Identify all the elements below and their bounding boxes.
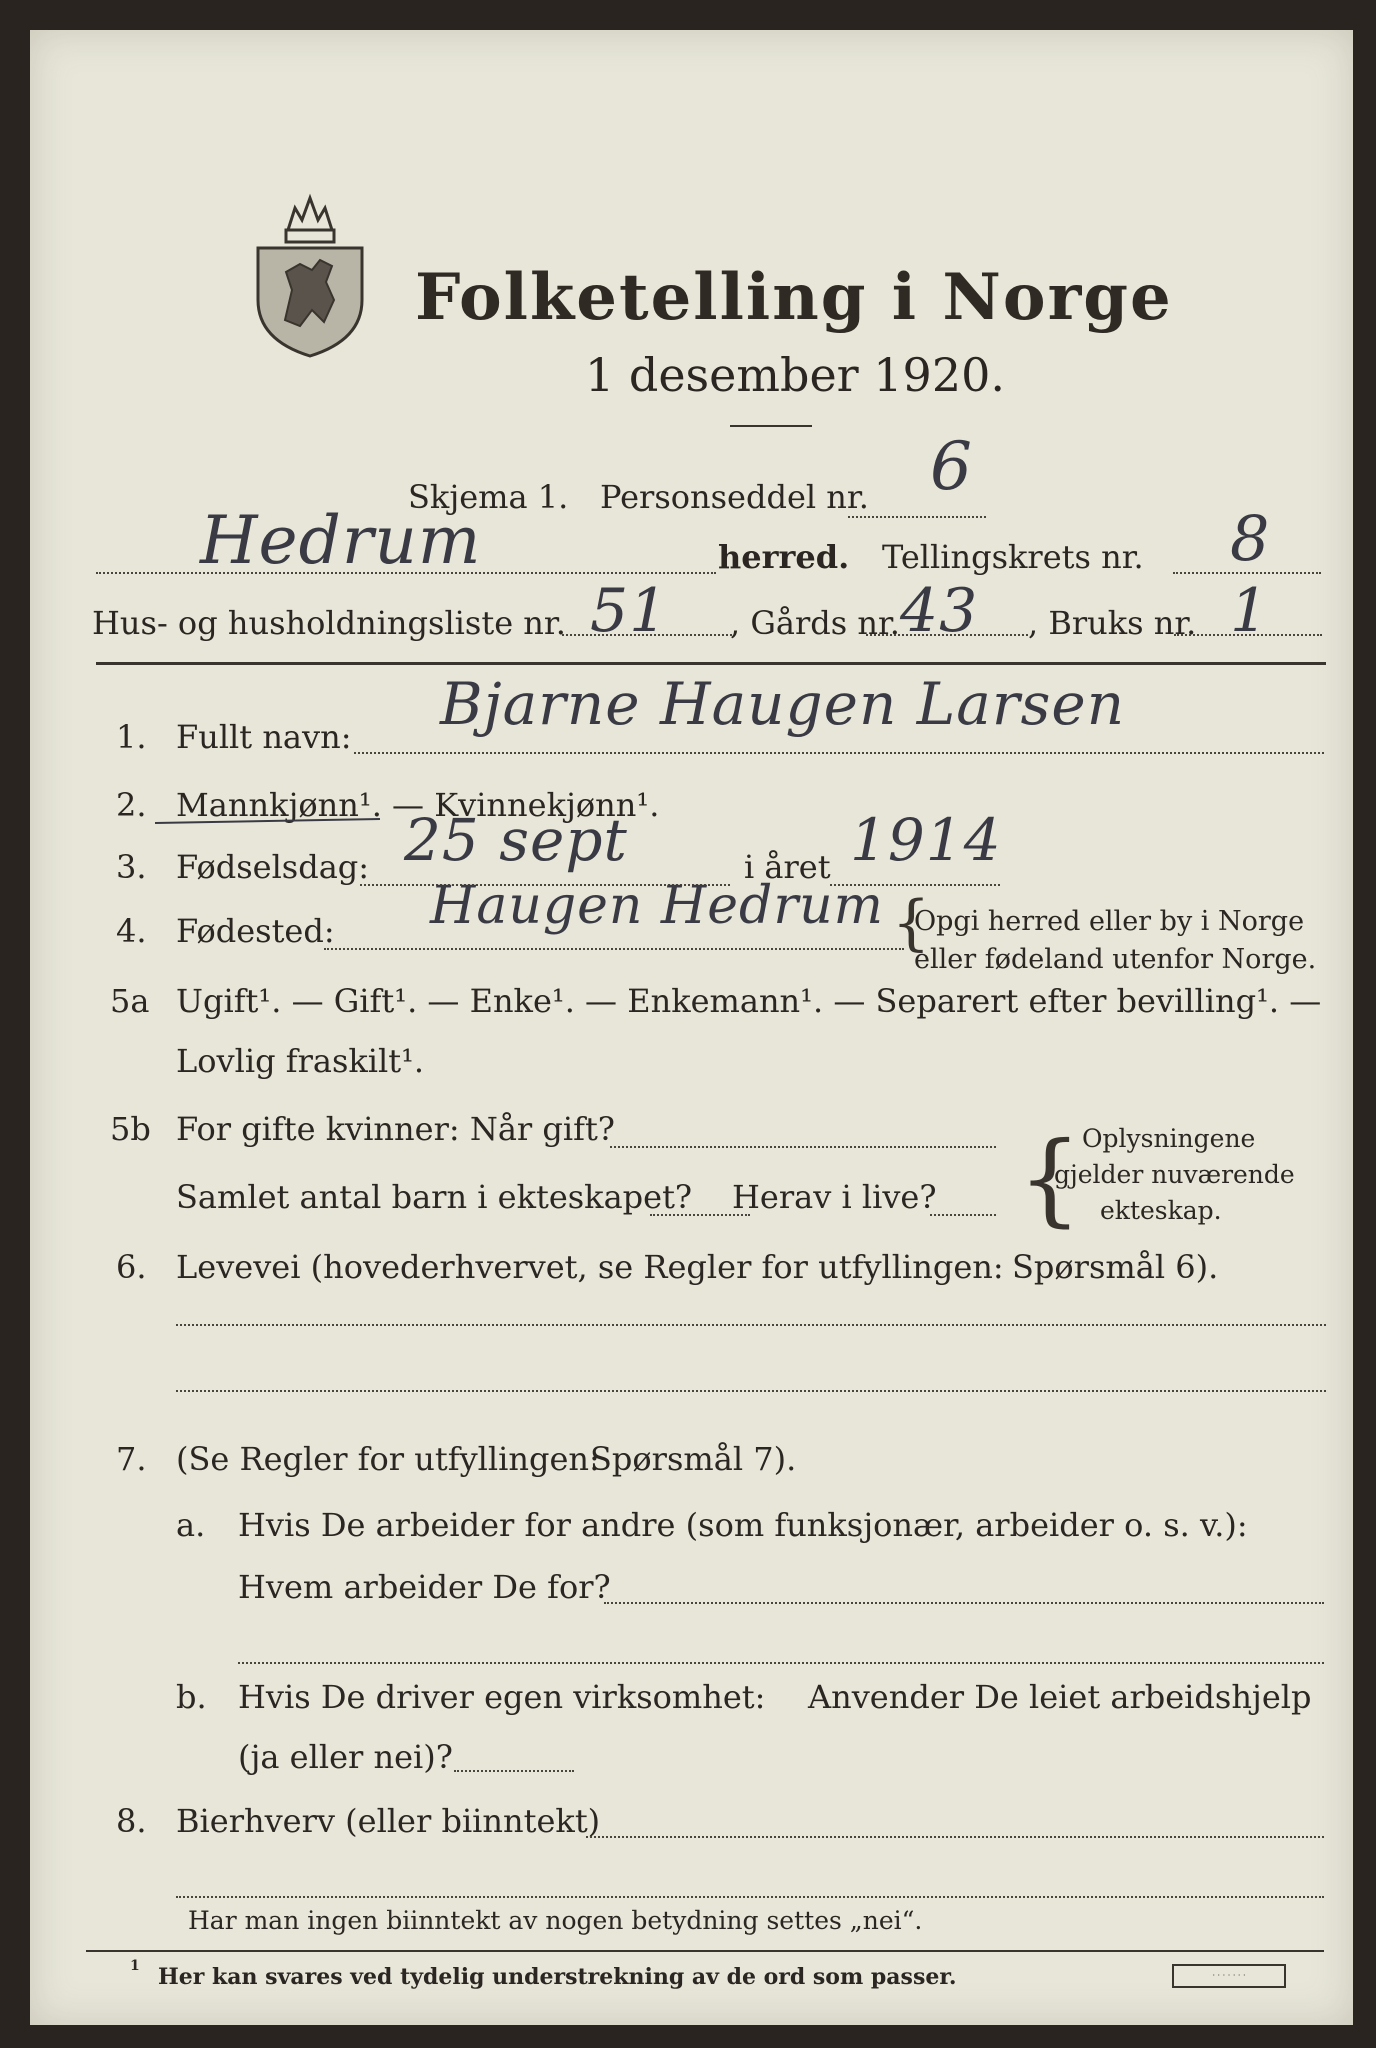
q3-number: 3. <box>116 848 147 886</box>
form-title: Folketelling i Norge <box>415 260 1173 335</box>
printer-stamp: · · · · · · · <box>1172 1964 1286 1988</box>
q5b-label: For gifte kvinner: Når gift? <box>176 1110 615 1148</box>
q6-line-2 <box>176 1390 1326 1392</box>
personseddel-value[interactable]: 6 <box>930 428 973 505</box>
q7-number: 7. <box>116 1440 147 1478</box>
q4-note-1: Opgi herred eller by i Norge <box>914 906 1305 937</box>
bruks-label: , Bruks nr. <box>1028 604 1197 642</box>
q8-line-1 <box>586 1836 1324 1838</box>
gards-value[interactable]: 43 <box>900 576 979 646</box>
personseddel-label: Personseddel nr. <box>600 478 869 516</box>
q5b-note-2: gjelder nuværende <box>1054 1160 1295 1189</box>
coat-of-arms-icon <box>250 190 370 360</box>
q5b-alive-line <box>930 1214 996 1216</box>
q5b-label-2: Samlet antal barn i ekteskapet? <box>176 1178 693 1216</box>
q5b-label-3: Herav i live? <box>732 1178 937 1216</box>
q7a-letter: a. <box>176 1506 206 1544</box>
personseddel-line <box>848 516 986 518</box>
q5b-number: 5b <box>110 1110 151 1148</box>
q3-year-value[interactable]: 1914 <box>850 806 1002 874</box>
tellingskrets-label: Tellingskrets nr. <box>882 538 1144 576</box>
footnote-mark: 1 <box>130 1958 140 1974</box>
q5b-note-1: Oplysningene <box>1082 1124 1256 1153</box>
q4-value[interactable]: Haugen Hedrum <box>430 876 884 936</box>
q5a-label: Ugift¹. — Gift¹. — Enke¹. — Enkemann¹. — Separert efter bevilling¹. — <box>176 982 1322 1020</box>
q3-label: Fødselsdag: <box>176 848 370 886</box>
q8-note: Har man ingen biinntekt av nogen betydning settes „nei“. <box>188 1906 923 1935</box>
q4-label: Fødested: <box>176 912 335 950</box>
q4-number: 4. <box>116 912 147 950</box>
q4-brace: { <box>892 888 931 958</box>
q1-number: 1. <box>116 718 147 756</box>
q5b-brace: { <box>1018 1120 1082 1237</box>
q7b-label-3: (ja eller nei)? <box>238 1738 453 1776</box>
skjema-label: Skjema 1. <box>408 478 569 516</box>
q7b-label: Hvis De driver egen virksomhet: <box>238 1678 766 1716</box>
q1-line <box>354 752 1324 754</box>
form-date: 1 desember 1920. <box>585 348 1005 402</box>
hus-label: Hus- og husholdningsliste nr. <box>92 604 566 642</box>
herred-label: herred. <box>718 538 850 576</box>
q5a-number: 5a <box>110 982 150 1020</box>
q1-value[interactable]: Bjarne Haugen Larsen <box>440 670 1126 738</box>
q7-label-2: Spørsmål 7). <box>590 1440 797 1478</box>
q5b-note-3: ekteskap. <box>1100 1196 1222 1225</box>
herred-value[interactable]: Hedrum <box>200 502 482 579</box>
q4-note-2: eller fødeland utenfor Norge. <box>914 944 1317 975</box>
footnote-divider <box>86 1950 1324 1952</box>
bruks-value[interactable]: 1 <box>1230 576 1270 646</box>
q6-label: Levevei (hovederhvervet, se Regler for utfyllingen: <box>176 1248 1004 1286</box>
q7b-letter: b. <box>176 1678 207 1716</box>
tellingskrets-value[interactable]: 8 <box>1230 502 1271 575</box>
q6-label-2: Spørsmål 6). <box>1012 1248 1219 1286</box>
q8-line-2 <box>176 1896 1324 1898</box>
footnote-text: Her kan svares ved tydelig understrekning av de ord som passer. <box>158 1964 957 1990</box>
q7a-label-2: Hvem arbeider De for? <box>238 1568 611 1606</box>
hus-value[interactable]: 51 <box>590 576 669 646</box>
q7b-label-2: Anvender De leiet arbeidshjelp <box>808 1678 1312 1716</box>
q7b-line <box>454 1770 574 1772</box>
q7a-line-1 <box>604 1602 1324 1604</box>
q1-label: Fullt navn: <box>176 718 352 756</box>
q3-value[interactable]: 25 sept <box>404 806 628 874</box>
title-divider <box>730 425 812 427</box>
q5b-when-line <box>610 1146 996 1148</box>
q6-line-1 <box>176 1324 1326 1326</box>
q2-number: 2. <box>116 786 147 824</box>
q7a-line-2 <box>238 1662 1324 1664</box>
q6-number: 6. <box>116 1248 147 1286</box>
q8-number: 8. <box>116 1802 147 1840</box>
q2-label: Mannkjønn¹. — Kvinnekjønn¹. <box>176 786 660 824</box>
q8-label: Bierhverv (eller biinntekt) <box>176 1802 601 1840</box>
q3-year-label: i året <box>744 848 831 886</box>
q7-label: (Se Regler for utfyllingen: <box>176 1440 600 1478</box>
gards-label: , Gårds nr. <box>730 604 900 642</box>
census-form <box>30 30 1353 2025</box>
q5a-label-2: Lovlig fraskilt¹. <box>176 1042 425 1080</box>
q7a-label: Hvis De arbeider for andre (som funksjonær, arbeider o. s. v.): <box>238 1506 1248 1544</box>
header-divider <box>96 662 1326 665</box>
q4-line <box>324 948 904 950</box>
